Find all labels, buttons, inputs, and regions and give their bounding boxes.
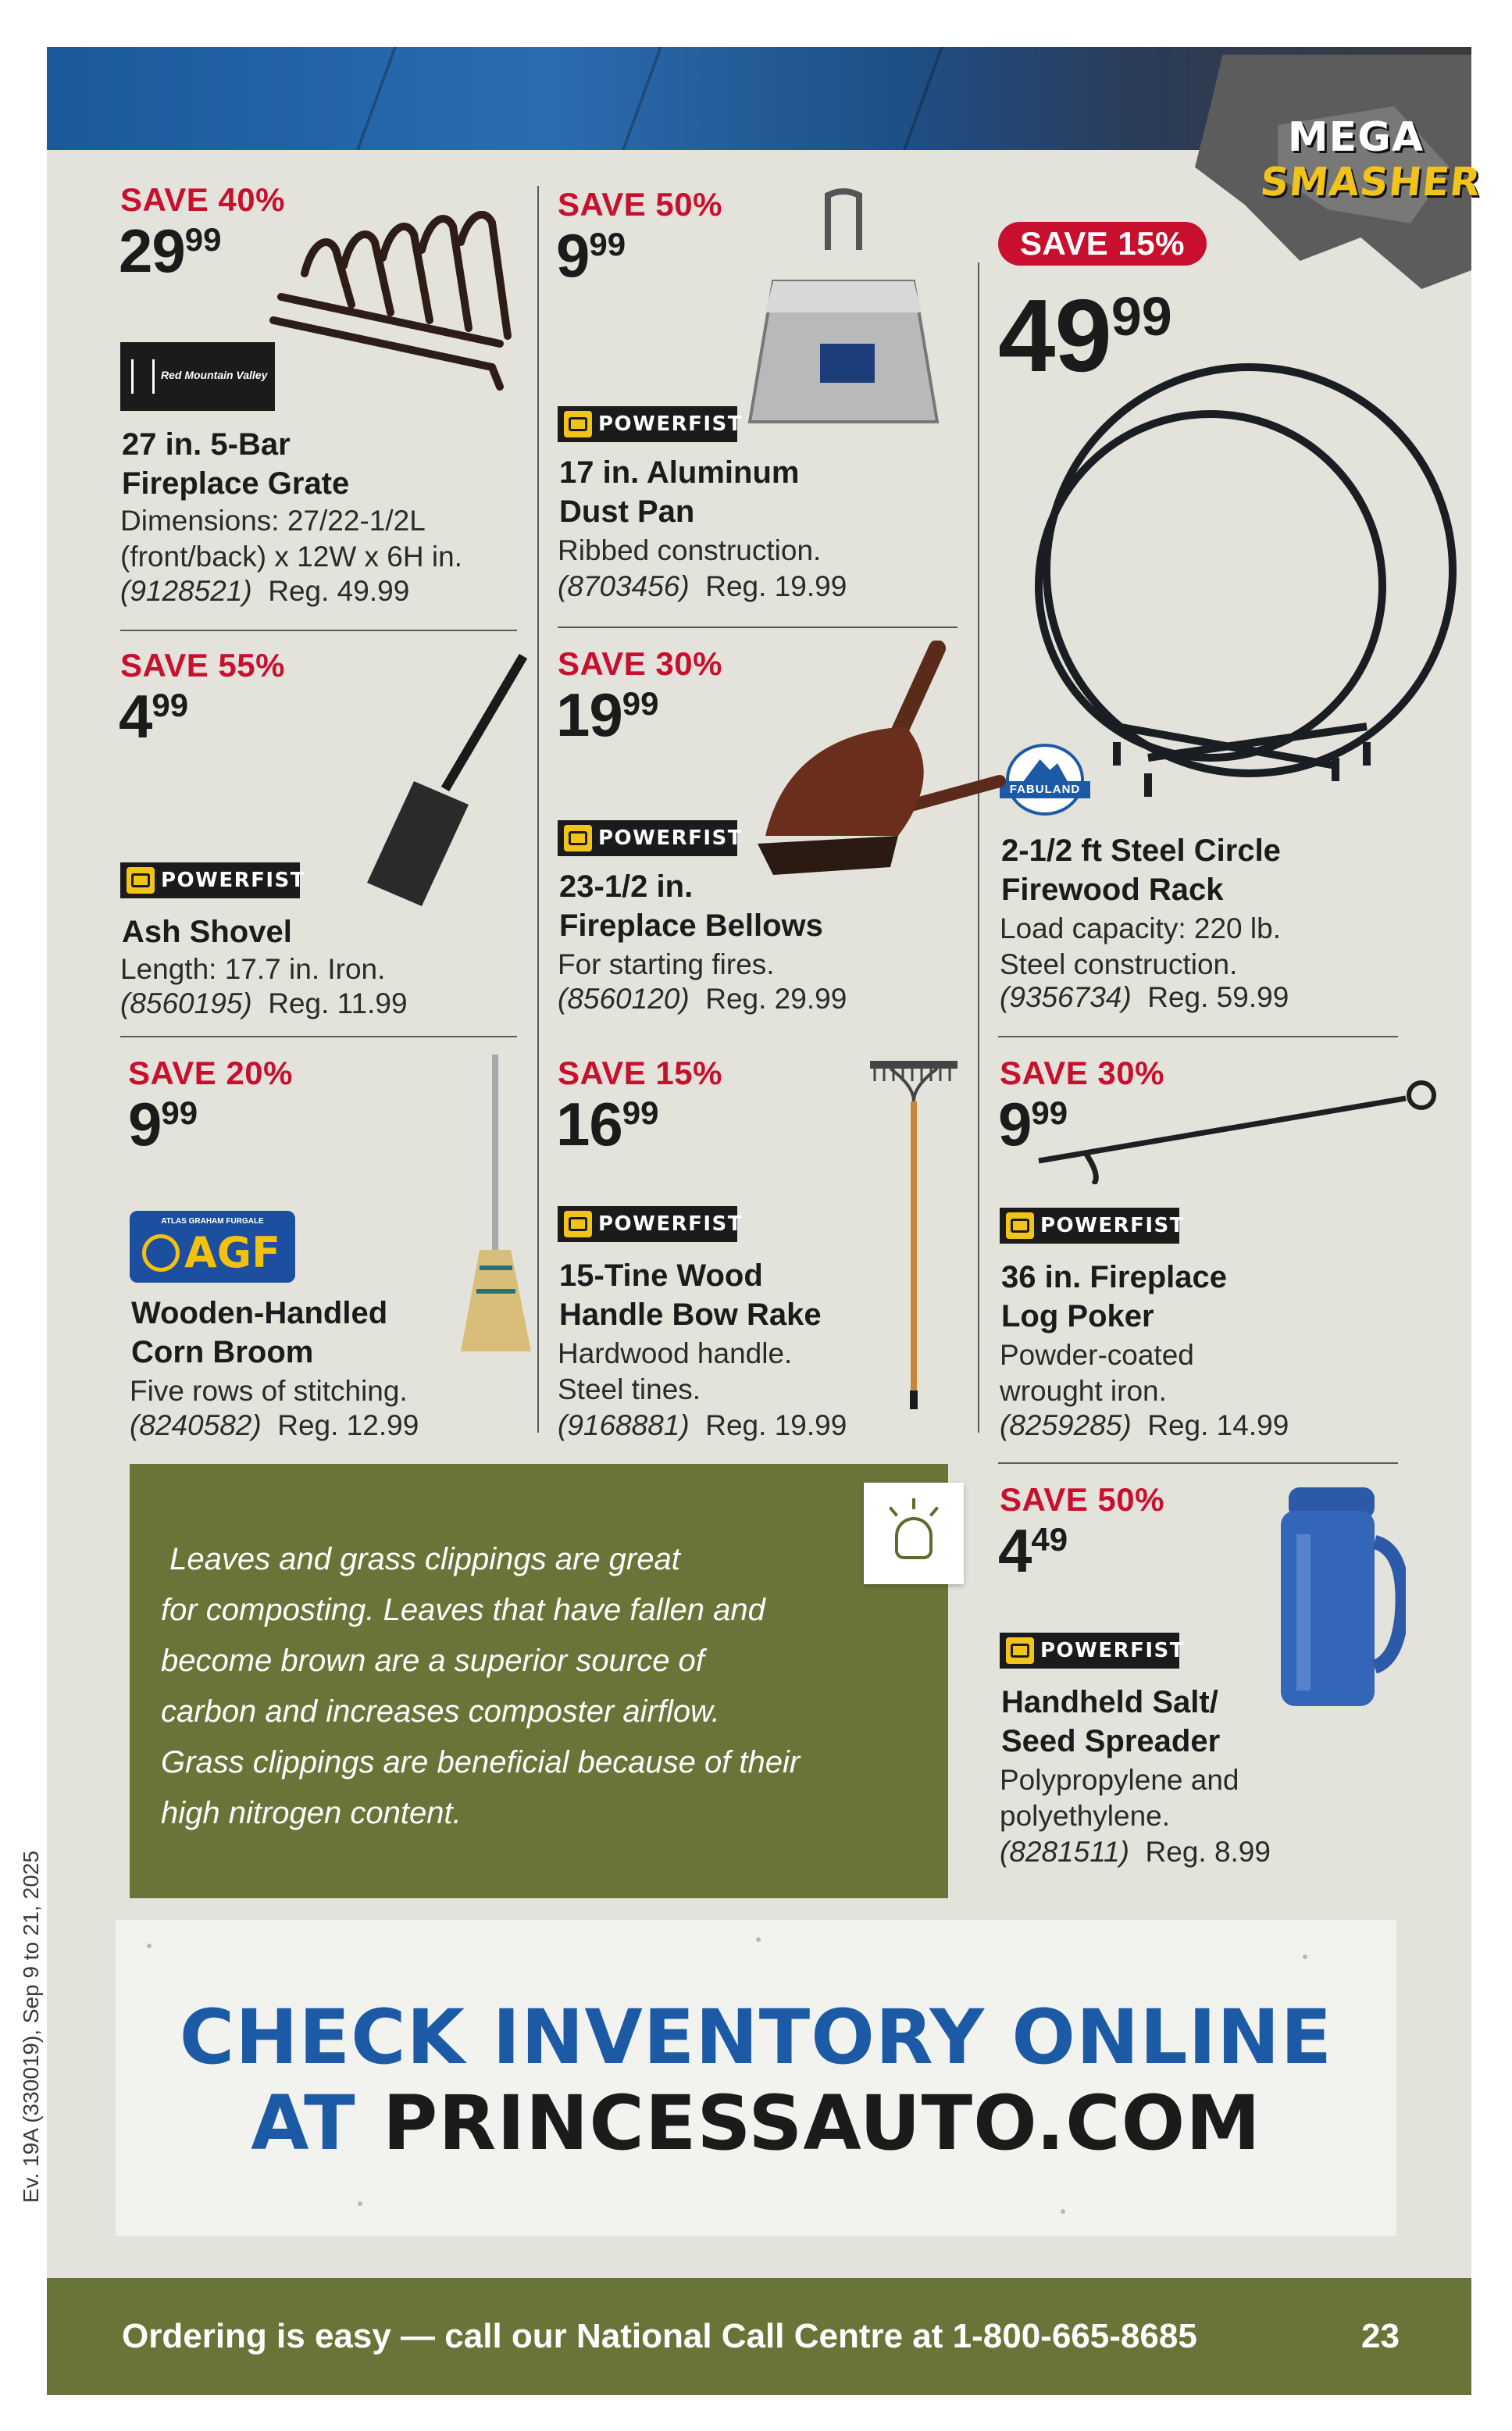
price: 999 — [998, 1090, 1068, 1158]
product-description: Dimensions: 27/22-1/2L (front/back) x 12W x 6H in. — [120, 505, 462, 573]
powerfist-logo: POWERFIST — [558, 1206, 737, 1242]
product-description: Powder-coated wrought iron. — [1000, 1339, 1194, 1407]
product-title: Handheld Salt/ Seed Spreader — [1001, 1685, 1221, 1758]
save-label: SAVE 30% — [558, 645, 722, 682]
powerfist-logo: POWERFIST — [120, 862, 300, 898]
check-inventory-banner[interactable] — [116, 1920, 1396, 2236]
save-label: SAVE 40% — [120, 181, 285, 218]
tip-text: Leaves and grass clippings are great for composting. Leaves that have fallen and become brown are a superior source of carbon and increases composter airflow. Grass clippings are beneficial because of their high nitrogen content. — [161, 1542, 801, 1830]
spreader-image — [1265, 1480, 1406, 1714]
product-description: Ribbed construction. — [558, 534, 822, 566]
product-title: Wooden-Handled Corn Broom — [131, 1296, 388, 1369]
price: 999 — [128, 1090, 198, 1158]
row-divider — [998, 1462, 1398, 1464]
log-poker-image — [1031, 1075, 1453, 1184]
mega-smasher-badge — [1195, 55, 1484, 289]
row-divider — [120, 1036, 517, 1037]
product-title: 27 in. 5-Bar Fireplace Grate — [122, 427, 350, 501]
page-number: 23 — [1361, 2317, 1400, 2355]
tip-box — [130, 1464, 948, 1898]
price: 1999 — [556, 680, 659, 749]
website-link[interactable]: PRINCESSAUTO.COM — [383, 2079, 1261, 2167]
product-reg-price: (9168881) Reg. 19.99 — [558, 1409, 847, 1441]
bellows-image — [742, 641, 1007, 891]
ash-shovel-image — [351, 648, 539, 914]
row-divider — [558, 626, 957, 628]
powerfist-logo: POWERFIST — [558, 406, 737, 442]
price: 4999 — [998, 278, 1172, 393]
row-divider — [120, 630, 517, 631]
corn-broom-image — [453, 1055, 539, 1367]
product-reg-price: (8560195) Reg. 11.99 — [120, 987, 408, 1019]
product-title: 15-Tine Wood Handle Bow Rake — [559, 1258, 822, 1332]
inventory-line2: AT PRINCESSAUTO.COM — [251, 2079, 1261, 2167]
fabuland-logo: FABULAND — [1000, 744, 1090, 819]
price: 449 — [998, 1516, 1068, 1585]
product-description: Polypropylene and polyethylene. — [1000, 1764, 1239, 1832]
price: 1699 — [556, 1090, 659, 1158]
save-label: SAVE 55% — [120, 647, 285, 684]
product-description: Hardwood handle. Steel tines. — [558, 1337, 793, 1405]
product-description: For starting fires. — [558, 948, 775, 980]
row-divider — [998, 1036, 1398, 1037]
save-label: SAVE 50% — [558, 186, 722, 223]
product-description: Load capacity: 220 lb. Steel construction. — [1000, 912, 1281, 980]
price: 499 — [119, 682, 189, 751]
save-label: SAVE 20% — [128, 1055, 293, 1091]
product-description: Five rows of stitching. — [130, 1375, 408, 1407]
product-reg-price: (8560120) Reg. 29.99 — [558, 983, 847, 1015]
powerfist-logo: POWERFIST — [1000, 1633, 1179, 1669]
agf-logo: ATLAS GRAHAM FURGALE AGF — [130, 1211, 295, 1283]
product-title: Ash Shovel — [122, 915, 292, 949]
save-label: SAVE 50% — [1000, 1481, 1164, 1518]
flyer-page — [47, 47, 1484, 2395]
product-title: 2-1/2 ft Steel Circle Firewood Rack — [1001, 834, 1281, 907]
product-reg-price: (8703456) Reg. 19.99 — [558, 570, 847, 602]
product-reg-price: (9128521) Reg. 49.99 — [120, 575, 410, 607]
powerfist-logo: POWERFIST — [1000, 1208, 1179, 1244]
lightbulb-icon — [864, 1483, 964, 1584]
badge-line1: MEGA — [1287, 114, 1425, 161]
powerfist-logo: POWERFIST — [558, 820, 737, 856]
product-description: Length: 17.7 in. Iron. — [120, 953, 386, 985]
fireplace-grate-image — [258, 211, 523, 391]
footer-bar — [47, 2278, 1471, 2395]
save-label: SAVE 15% — [998, 222, 1207, 266]
red-mountain-valley-logo: Red Mountain Valley — [120, 342, 275, 411]
flyer-code: Ev. 19A (330019), Sep 9 to 21, 2025 — [19, 1851, 43, 2203]
save-label: SAVE 30% — [1000, 1055, 1164, 1091]
dust-pan-image — [742, 187, 945, 430]
inventory-line1: CHECK INVENTORY ONLINE — [179, 1994, 1333, 2081]
price: 999 — [556, 221, 626, 290]
product-reg-price: (9356734) Reg. 59.99 — [1000, 981, 1289, 1013]
product-title: 23-1/2 in. Fireplace Bellows — [559, 869, 823, 943]
badge-line2: SMASHER — [1257, 159, 1484, 205]
product-title: 17 in. Aluminum Dust Pan — [559, 455, 800, 529]
product-reg-price: (8281511) Reg. 8.99 — [1000, 1836, 1271, 1868]
product-title: 36 in. Fireplace Log Poker — [1001, 1260, 1228, 1333]
bow-rake-image — [867, 1055, 961, 1414]
save-label: SAVE 15% — [558, 1055, 722, 1091]
call-centre-text: Ordering is easy — call our National Call Centre at 1-800-665-8685 — [122, 2317, 1197, 2355]
price: 2999 — [119, 216, 222, 285]
product-reg-price: (8240582) Reg. 12.99 — [130, 1409, 419, 1441]
product-reg-price: (8259285) Reg. 14.99 — [1000, 1409, 1289, 1441]
